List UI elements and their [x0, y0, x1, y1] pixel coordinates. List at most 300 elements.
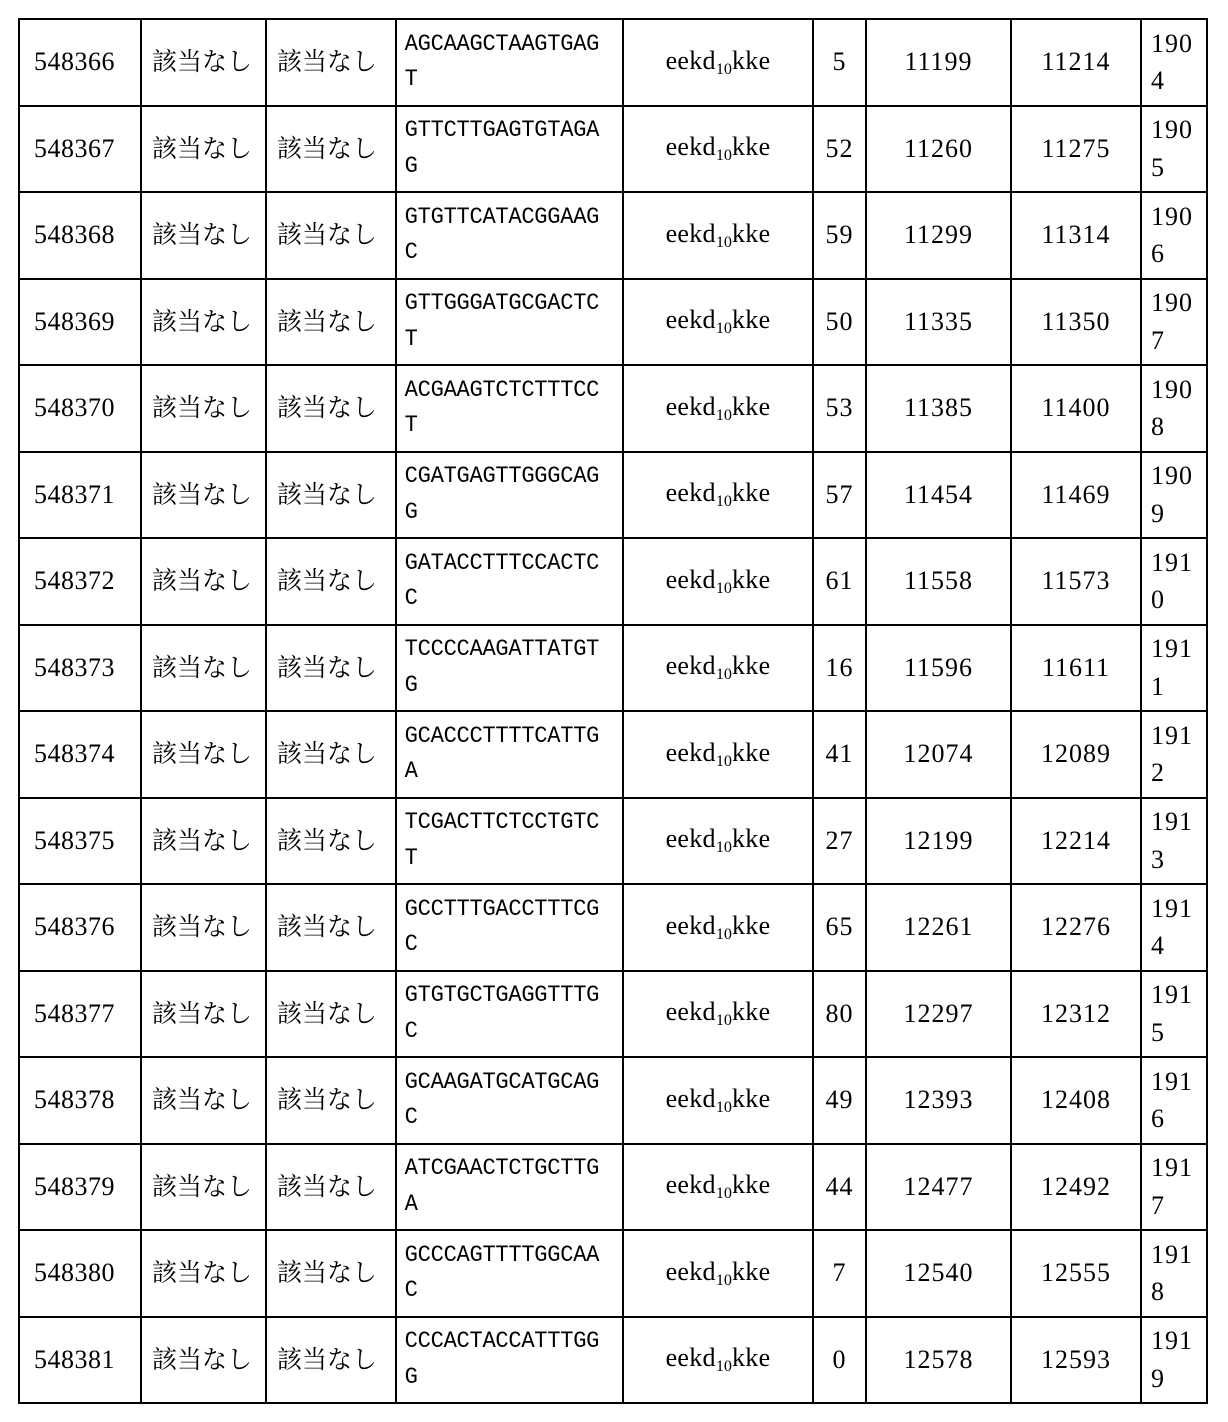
cell-value — [813, 1230, 866, 1317]
cell-start — [866, 279, 1011, 366]
modification-prefix: eekd — [665, 1083, 716, 1113]
cell-seq-no — [1141, 1144, 1207, 1231]
cell-field-a-text: 該当なし — [152, 652, 253, 682]
table-row — [19, 1317, 1207, 1404]
modification-subscript: 10 — [715, 60, 732, 78]
cell-end-text: 12089 — [1041, 739, 1111, 769]
modification-prefix: eekd — [665, 1256, 716, 1286]
cell-field-a-text: 該当なし — [152, 1344, 253, 1374]
modification-suffix: kke — [731, 737, 771, 767]
cell-value — [813, 365, 866, 452]
cell-field-b — [266, 884, 396, 971]
modification-subscript: 10 — [715, 406, 732, 424]
cell-field-a — [141, 452, 266, 539]
table-row — [19, 365, 1207, 452]
cell-sequence-text: GCAAGATGCATGCAGC — [404, 1068, 600, 1131]
cell-field-b-text: 該当なし — [277, 1171, 378, 1201]
cell-start — [866, 538, 1011, 625]
cell-field-a-text: 該当なし — [152, 825, 253, 855]
cell-sequence — [396, 798, 623, 885]
modification-prefix: eekd — [665, 45, 716, 75]
cell-start-text: 11558 — [903, 566, 974, 596]
modification-prefix: eekd — [665, 737, 716, 767]
cell-start — [866, 1144, 1011, 1231]
table-row — [19, 971, 1207, 1058]
cell-sequence — [396, 365, 623, 452]
modification-prefix: eekd — [665, 997, 716, 1027]
modification-prefix: eekd — [665, 564, 716, 594]
cell-modification — [623, 1317, 813, 1404]
cell-sequence-text: GTTGGGATGCGACTCT — [404, 290, 600, 352]
cell-seq-no-text: 1915 — [1151, 980, 1193, 1047]
cell-id-text: 548374 — [34, 739, 115, 769]
modification-prefix: eekd — [665, 1343, 716, 1373]
cell-sequence — [396, 971, 623, 1058]
cell-field-a-text: 該当なし — [152, 306, 253, 336]
cell-value-text: 53 — [825, 393, 854, 423]
modification-prefix: eekd — [665, 218, 716, 248]
cell-start — [866, 365, 1011, 452]
cell-start-text: 11335 — [903, 306, 974, 336]
table-row — [19, 19, 1207, 106]
cell-field-a — [141, 192, 266, 279]
cell-sequence-text: ACGAAGTCTCTTTCCT — [404, 376, 600, 439]
cell-start — [866, 106, 1011, 193]
cell-modification — [623, 538, 813, 625]
cell-seq-no — [1141, 1317, 1207, 1404]
cell-end-text: 12555 — [1041, 1258, 1111, 1288]
cell-value — [813, 106, 866, 193]
cell-sequence — [396, 625, 623, 712]
cell-sequence-text: GCCCAGTTTTGGCAAC — [404, 1241, 600, 1304]
cell-id — [19, 971, 141, 1058]
cell-id — [19, 1057, 141, 1144]
modification-suffix: kke — [731, 1343, 771, 1373]
cell-field-b-text: 該当なし — [277, 133, 378, 163]
cell-field-a-text: 該当なし — [152, 566, 253, 596]
cell-start — [866, 711, 1011, 798]
cell-value-text: 65 — [825, 912, 854, 942]
modification-text — [666, 997, 771, 1030]
cell-end-text: 12312 — [1041, 998, 1111, 1028]
modification-text — [666, 132, 771, 165]
cell-seq-no-text: 1904 — [1151, 28, 1193, 96]
cell-modification — [623, 798, 813, 885]
table-row — [19, 884, 1207, 971]
cell-value — [813, 884, 866, 971]
cell-id-text: 548378 — [34, 1085, 115, 1115]
cell-value — [813, 19, 866, 106]
cell-modification — [623, 1230, 813, 1317]
cell-value — [813, 452, 866, 539]
modification-suffix: kke — [731, 1170, 771, 1200]
cell-field-b-text: 該当なし — [277, 306, 378, 336]
cell-field-a-text: 該当なし — [152, 220, 253, 250]
cell-end-text: 11469 — [1041, 479, 1111, 509]
table-row — [19, 452, 1207, 539]
cell-field-b — [266, 365, 396, 452]
cell-value-text: 44 — [825, 1171, 854, 1201]
cell-field-b — [266, 625, 396, 712]
cell-id-text: 548380 — [34, 1258, 115, 1288]
cell-field-b — [266, 106, 396, 193]
cell-field-b — [266, 1230, 396, 1317]
cell-start-text: 11385 — [903, 393, 974, 423]
cell-value-text: 16 — [825, 652, 854, 682]
cell-seq-no-text: 1918 — [1151, 1239, 1193, 1307]
cell-field-a — [141, 365, 266, 452]
cell-start-text: 11199 — [904, 47, 973, 77]
modification-text — [666, 219, 771, 252]
modification-subscript: 10 — [715, 666, 732, 684]
modification-text — [666, 1170, 771, 1203]
cell-seq-no — [1141, 798, 1207, 885]
cell-sequence-text: TCCCCAAGATTATGTG — [404, 636, 600, 698]
modification-subscript: 10 — [715, 493, 732, 511]
cell-modification — [623, 884, 813, 971]
cell-sequence — [396, 1057, 623, 1144]
cell-field-a — [141, 106, 266, 193]
cell-value — [813, 971, 866, 1058]
modification-prefix: eekd — [665, 132, 716, 162]
cell-id — [19, 798, 141, 885]
cell-field-b — [266, 1317, 396, 1404]
cell-field-b-text: 該当なし — [277, 479, 378, 509]
cell-start-text: 11596 — [903, 652, 974, 682]
cell-sequence — [396, 884, 623, 971]
cell-sequence-text: GTTCTTGAGTGTAGAG — [404, 117, 600, 179]
cell-field-a — [141, 1057, 266, 1144]
cell-id-text: 548366 — [34, 47, 115, 77]
cell-value — [813, 279, 866, 366]
cell-field-a-text: 該当なし — [152, 912, 253, 942]
cell-field-b — [266, 538, 396, 625]
cell-start-text: 12393 — [903, 1085, 974, 1115]
cell-value — [813, 711, 866, 798]
cell-modification — [623, 452, 813, 539]
table-body — [19, 19, 1207, 1403]
sequence-table — [18, 18, 1208, 1404]
cell-id — [19, 192, 141, 279]
cell-value — [813, 1317, 866, 1404]
cell-id-text: 548376 — [34, 912, 115, 942]
cell-value-text: 80 — [825, 998, 854, 1028]
cell-seq-no — [1141, 279, 1207, 366]
cell-value — [813, 538, 866, 625]
cell-field-a-text: 該当なし — [152, 1085, 253, 1115]
cell-value-text: 41 — [825, 739, 854, 769]
modification-text — [666, 1084, 771, 1117]
cell-start — [866, 192, 1011, 279]
cell-id-text: 548369 — [34, 306, 115, 336]
cell-id — [19, 452, 141, 539]
modification-subscript: 10 — [715, 839, 732, 857]
cell-field-a-text: 該当なし — [152, 739, 253, 769]
cell-field-b — [266, 279, 396, 366]
cell-seq-no — [1141, 1230, 1207, 1317]
modification-prefix: eekd — [665, 391, 716, 421]
cell-end-text: 11214 — [1041, 47, 1111, 77]
cell-start-text: 12477 — [903, 1171, 974, 1201]
modification-text — [666, 305, 771, 338]
cell-id — [19, 1230, 141, 1317]
cell-field-b — [266, 19, 396, 106]
cell-start-text: 12578 — [903, 1344, 974, 1374]
cell-end — [1011, 538, 1141, 625]
cell-field-a — [141, 279, 266, 366]
cell-field-b-text: 該当なし — [277, 220, 378, 250]
cell-end — [1011, 711, 1141, 798]
cell-start — [866, 971, 1011, 1058]
table-row — [19, 625, 1207, 712]
cell-end — [1011, 1230, 1141, 1317]
cell-start — [866, 884, 1011, 971]
cell-id — [19, 884, 141, 971]
cell-modification — [623, 279, 813, 366]
table-row — [19, 192, 1207, 279]
cell-sequence — [396, 1317, 623, 1404]
cell-id-text: 548371 — [34, 479, 115, 509]
cell-sequence — [396, 279, 623, 366]
cell-value-text: 50 — [825, 306, 854, 336]
cell-field-b — [266, 1144, 396, 1231]
cell-modification — [623, 19, 813, 106]
modification-suffix: kke — [731, 997, 771, 1027]
cell-value — [813, 625, 866, 712]
cell-start-text: 11260 — [903, 133, 974, 163]
cell-value-text: 0 — [832, 1344, 847, 1374]
cell-start — [866, 19, 1011, 106]
modification-suffix: kke — [731, 391, 771, 421]
cell-start-text: 12199 — [903, 825, 974, 855]
cell-seq-no-text: 1913 — [1151, 807, 1193, 874]
modification-subscript: 10 — [715, 320, 732, 338]
cell-id-text: 548381 — [34, 1344, 115, 1374]
cell-field-b — [266, 971, 396, 1058]
modification-suffix: kke — [731, 45, 771, 75]
cell-seq-no — [1141, 884, 1207, 971]
cell-modification — [623, 711, 813, 798]
cell-value — [813, 798, 866, 885]
cell-end-text: 11314 — [1041, 220, 1111, 250]
cell-field-b-text: 該当なし — [277, 825, 378, 855]
cell-start — [866, 625, 1011, 712]
cell-end — [1011, 625, 1141, 712]
modification-suffix: kke — [731, 1256, 771, 1286]
cell-field-a — [141, 1230, 266, 1317]
cell-id-text: 548377 — [34, 998, 115, 1028]
cell-sequence — [396, 19, 623, 106]
cell-modification — [623, 1057, 813, 1144]
modification-text — [666, 46, 771, 79]
cell-start — [866, 452, 1011, 539]
modification-subscript: 10 — [715, 147, 732, 165]
modification-text — [666, 824, 771, 857]
cell-value-text: 61 — [825, 566, 854, 596]
cell-modification — [623, 106, 813, 193]
cell-sequence-text: GATACCTTTCCACTCC — [404, 549, 600, 612]
cell-id — [19, 106, 141, 193]
cell-field-a — [141, 971, 266, 1058]
cell-id-text: 548379 — [34, 1171, 115, 1201]
cell-seq-no — [1141, 452, 1207, 539]
cell-end-text: 12408 — [1041, 1085, 1111, 1115]
cell-sequence-text: ATCGAACTCTGCTTGA — [404, 1155, 600, 1217]
cell-seq-no — [1141, 711, 1207, 798]
cell-seq-no — [1141, 19, 1207, 106]
cell-end — [1011, 192, 1141, 279]
cell-field-a — [141, 711, 266, 798]
cell-seq-no-text: 1905 — [1151, 115, 1193, 182]
cell-field-a-text: 該当なし — [152, 133, 253, 163]
cell-start-text: 11454 — [903, 479, 974, 509]
cell-start — [866, 798, 1011, 885]
cell-modification — [623, 1144, 813, 1231]
modification-suffix: kke — [731, 132, 771, 162]
cell-end — [1011, 798, 1141, 885]
cell-id-text: 548375 — [34, 825, 115, 855]
cell-value-text: 52 — [825, 133, 854, 163]
cell-field-b — [266, 452, 396, 539]
cell-field-b-text: 該当なし — [277, 739, 378, 769]
cell-value — [813, 1144, 866, 1231]
cell-seq-no-text: 1919 — [1151, 1326, 1193, 1393]
modification-subscript: 10 — [715, 579, 732, 597]
cell-start-text: 12261 — [903, 912, 974, 942]
cell-field-a — [141, 625, 266, 712]
cell-end-text: 11400 — [1041, 393, 1111, 423]
table-row — [19, 1057, 1207, 1144]
cell-field-a — [141, 884, 266, 971]
cell-seq-no — [1141, 625, 1207, 712]
cell-end — [1011, 884, 1141, 971]
cell-field-b — [266, 192, 396, 279]
modification-suffix: kke — [731, 305, 771, 335]
cell-end-text: 12593 — [1041, 1344, 1111, 1374]
modification-prefix: eekd — [665, 910, 716, 940]
cell-sequence — [396, 1144, 623, 1231]
cell-seq-no-text: 1909 — [1151, 461, 1193, 528]
cell-value-text: 7 — [832, 1258, 847, 1288]
table-row — [19, 538, 1207, 625]
cell-field-b-text: 該当なし — [277, 1085, 378, 1115]
cell-value-text: 5 — [832, 47, 847, 77]
modification-subscript: 10 — [715, 233, 732, 251]
cell-field-b — [266, 711, 396, 798]
cell-end-text: 11573 — [1041, 566, 1111, 596]
table-row — [19, 279, 1207, 366]
cell-field-b-text: 該当なし — [277, 393, 378, 423]
cell-end-text: 11611 — [1041, 652, 1111, 682]
cell-seq-no-text: 1911 — [1151, 634, 1193, 701]
cell-id-text: 548368 — [34, 220, 115, 250]
modification-text — [666, 1257, 771, 1290]
cell-sequence-text: GCCTTTGACCTTTCGC — [404, 895, 600, 958]
cell-field-a-text: 該当なし — [152, 47, 253, 77]
cell-modification — [623, 365, 813, 452]
cell-field-a-text: 該当なし — [152, 1171, 253, 1201]
table-row — [19, 106, 1207, 193]
cell-start — [866, 1230, 1011, 1317]
cell-end-text: 12492 — [1041, 1171, 1111, 1201]
modification-text — [666, 651, 771, 684]
cell-modification — [623, 625, 813, 712]
cell-field-a-text: 該当なし — [152, 393, 253, 423]
cell-seq-no-text: 1908 — [1151, 374, 1193, 442]
cell-id — [19, 1144, 141, 1231]
modification-text — [666, 565, 771, 598]
modification-suffix: kke — [731, 1083, 771, 1113]
cell-sequence — [396, 452, 623, 539]
cell-field-b-text: 該当なし — [277, 998, 378, 1028]
table-row — [19, 711, 1207, 798]
cell-end — [1011, 1057, 1141, 1144]
cell-field-b-text: 該当なし — [277, 1258, 378, 1288]
cell-field-a-text: 該当なし — [152, 1258, 253, 1288]
cell-field-b — [266, 798, 396, 885]
cell-id — [19, 625, 141, 712]
cell-sequence-text: GTGTGCTGAGGTTTGC — [404, 982, 600, 1044]
cell-value-text: 27 — [825, 825, 854, 855]
cell-field-a — [141, 1317, 266, 1404]
cell-id-text: 548367 — [34, 133, 115, 163]
cell-end — [1011, 1144, 1141, 1231]
cell-id-text: 548370 — [34, 393, 115, 423]
cell-value — [813, 1057, 866, 1144]
cell-field-b-text: 該当なし — [277, 47, 378, 77]
cell-field-b-text: 該当なし — [277, 1344, 378, 1374]
cell-sequence-text: CCCACTACCATTTGGG — [404, 1328, 600, 1390]
cell-end — [1011, 19, 1141, 106]
cell-id-text: 548372 — [34, 566, 115, 596]
cell-sequence — [396, 711, 623, 798]
cell-field-a — [141, 1144, 266, 1231]
cell-seq-no — [1141, 538, 1207, 625]
modification-suffix: kke — [731, 478, 771, 508]
cell-seq-no-text: 1912 — [1151, 720, 1193, 788]
modification-text — [666, 911, 771, 944]
cell-field-b-text: 該当なし — [277, 912, 378, 942]
cell-end-text: 12214 — [1041, 825, 1111, 855]
modification-subscript: 10 — [715, 1185, 732, 1203]
cell-id — [19, 279, 141, 366]
modification-text — [666, 392, 771, 425]
cell-sequence-text: CGATGAGTTGGGCAGG — [404, 463, 600, 525]
cell-value-text: 49 — [825, 1085, 854, 1115]
modification-suffix: kke — [731, 824, 771, 854]
table-row — [19, 798, 1207, 885]
cell-field-b-text: 該当なし — [277, 652, 378, 682]
cell-id — [19, 19, 141, 106]
cell-field-a — [141, 538, 266, 625]
cell-start-text: 11299 — [903, 220, 974, 250]
cell-modification — [623, 192, 813, 279]
cell-end-text: 12276 — [1041, 912, 1111, 942]
cell-end — [1011, 365, 1141, 452]
table-row — [19, 1144, 1207, 1231]
modification-subscript: 10 — [715, 752, 732, 770]
cell-field-b — [266, 1057, 396, 1144]
modification-prefix: eekd — [665, 1170, 716, 1200]
cell-seq-no-text: 1906 — [1151, 201, 1193, 269]
cell-seq-no — [1141, 192, 1207, 279]
cell-end — [1011, 452, 1141, 539]
cell-value — [813, 192, 866, 279]
modification-subscript: 10 — [715, 925, 732, 943]
cell-modification — [623, 971, 813, 1058]
cell-end — [1011, 1317, 1141, 1404]
modification-subscript: 10 — [715, 1271, 732, 1289]
